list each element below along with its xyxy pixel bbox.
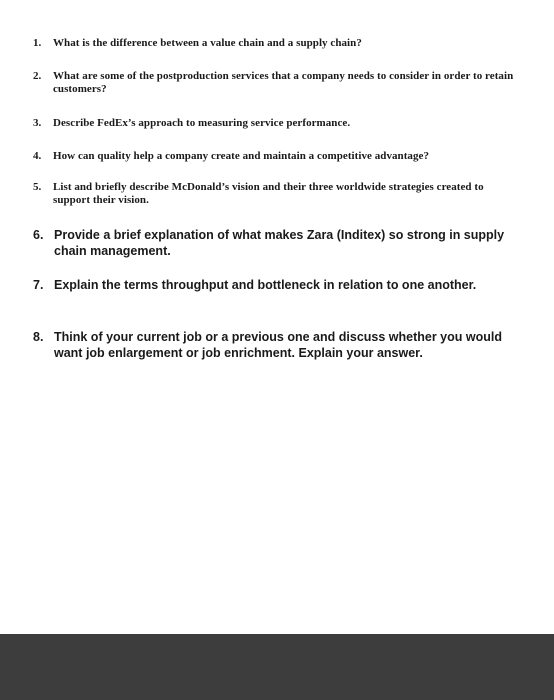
question-number: 8. [33, 330, 44, 344]
question-item [33, 181, 514, 207]
question-item [33, 117, 514, 130]
question-item [33, 329, 514, 361]
question-number: 1. [33, 37, 42, 49]
question-text: Provide a brief explanation of what makes Zara (Inditex) so strong in supply chain management. [54, 228, 505, 258]
question-number: 3. [33, 117, 42, 129]
question-text: Think of your current job or a previous one and discuss whether you would want job enlargement or job enrichment. Explain your answer. [54, 330, 502, 360]
question-item [33, 277, 514, 293]
question-number: 4. [33, 150, 42, 162]
question-text: List and briefly describe McDonald’s vision and their three worldwide strategies created to support their vision. [53, 181, 484, 206]
bottom-bar [0, 634, 554, 700]
question-number: 6. [33, 228, 44, 242]
question-text: Describe FedEx’s approach to measuring service performance. [53, 117, 351, 129]
question-item [33, 37, 514, 50]
question-item [33, 227, 514, 259]
question-number: 7. [33, 278, 44, 292]
question-number: 2. [33, 70, 42, 82]
question-item [33, 150, 514, 163]
question-item [33, 70, 514, 96]
question-text: What are some of the postproduction services that a company needs to consider in order to retain customers? [53, 70, 514, 95]
question-text: Explain the terms throughput and bottleneck in relation to one another. [54, 278, 477, 292]
question-text: What is the difference between a value chain and a supply chain? [53, 37, 362, 49]
question-text: How can quality help a company create and maintain a competitive advantage? [53, 150, 430, 162]
question-number: 5. [33, 181, 42, 193]
